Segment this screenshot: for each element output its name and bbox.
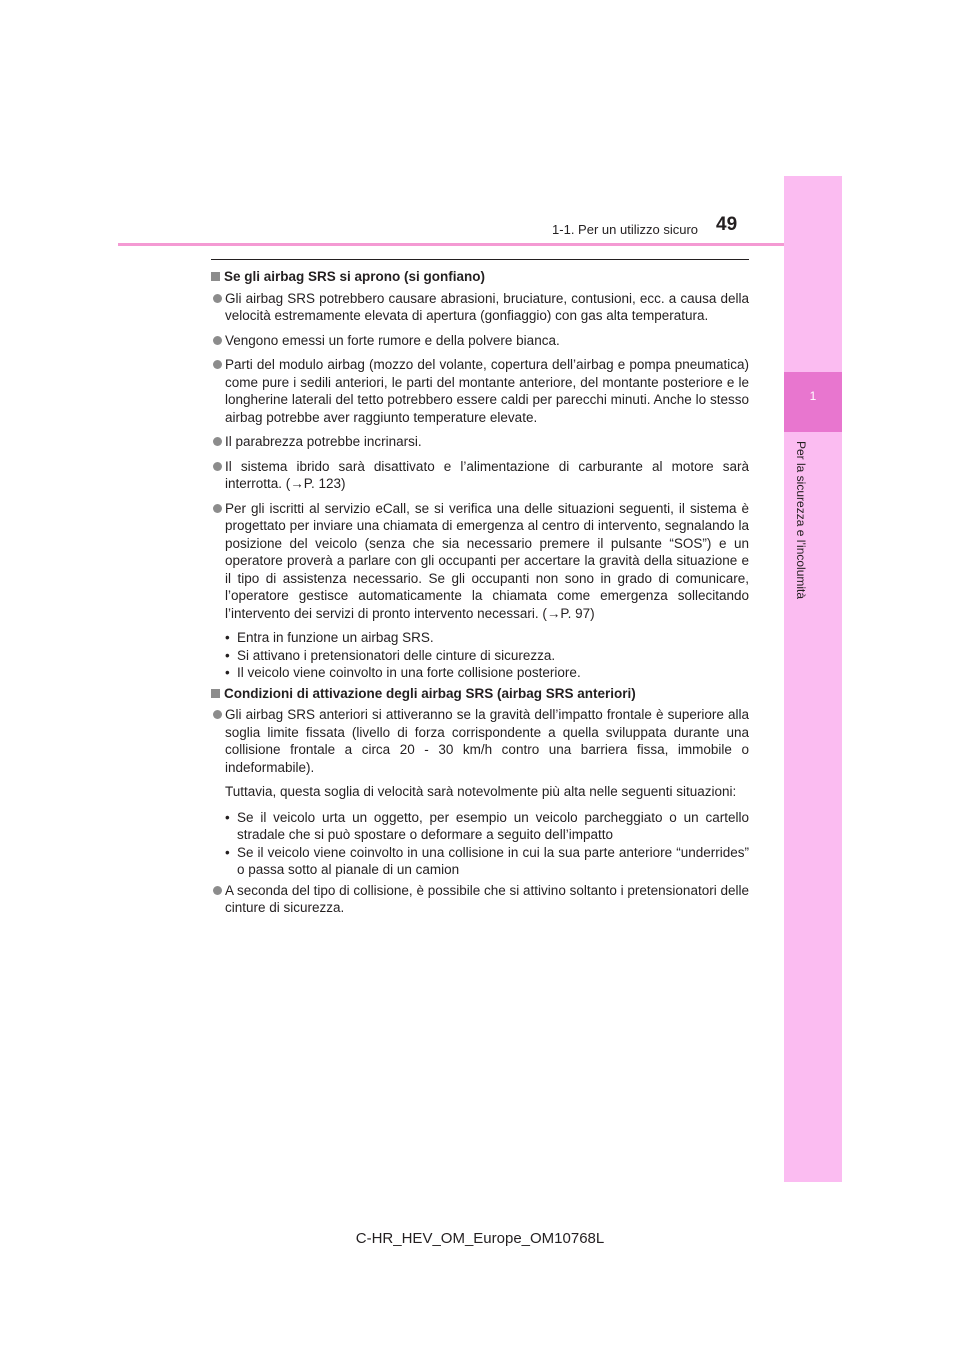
chapter-number: 1 <box>809 389 817 403</box>
sub-list-item: • Si attivano i pretensionatori delle cinture di sicurezza. <box>225 647 749 665</box>
section-heading-activation-conditions: Condizioni di attivazione degli airbag SRS (airbag SRS anteriori) <box>211 685 749 703</box>
page-content <box>211 259 749 924</box>
bullet-item: Gli airbag SRS potrebbero causare abrasioni, bruciature, contusioni, ecc. a causa della velocità estremamente elevata di apertura (gonfiaggio) con gas alta temperatura. <box>211 290 749 325</box>
sub-list-item: • Entra in funzione un airbag SRS. <box>225 629 749 647</box>
bullet-item: Il sistema ibrido sarà disattivato e l’alimentazione di carburante al motore sarà interrotta. (→P. 123) <box>211 458 749 493</box>
section-label: 1-1. Per un utilizzo sicuro <box>552 222 698 237</box>
section-heading-airbag-deploy: Se gli airbag SRS si aprono (si gonfiano) <box>211 268 749 286</box>
chapter-title-text: Per la sicurezza e l’incolumità <box>794 441 808 600</box>
chapter-side-tab <box>784 176 842 1182</box>
bullet-item: Il parabrezza potrebbe incrinarsi. <box>211 433 749 451</box>
sub-list-item: • Se il veicolo urta un oggetto, per esempio un veicolo parcheggiato o un cartello stradale che si può spostare o deformare a seguito dell’impatto <box>225 809 749 844</box>
bullet-item: Parti del modulo airbag (mozzo del volante, copertura dell’airbag e pompa pneumatica) come pure i sedili anteriori, le parti del montante anteriore, del montante posteriore e le longherine laterali del tetto potrebbero essere caldi per parecchi minuti. Anche lo stesso airbag potrebbe aver raggiunto temperature elevate. <box>211 356 749 426</box>
header-rule <box>118 243 784 246</box>
sub-list-item: • Il veicolo viene coinvolto in una forte collisione posteriore. <box>225 664 749 682</box>
bullet-item: A seconda del tipo di collisione, è possibile che si attivino soltanto i pretensionatori delle cinture di sicurezza. <box>211 882 749 917</box>
content-top-rule <box>211 259 749 260</box>
footer-document-code: C-HR_HEV_OM_Europe_OM10768L <box>355 1230 605 1247</box>
threshold-situations-list <box>211 809 749 879</box>
page-number: 49 <box>716 214 738 235</box>
chapter-title <box>793 441 809 616</box>
sub-list-item: • Se il veicolo viene coinvolto in una collisione in cui la sua parte anteriore “underrides” o passa sotto al pianale di un camion <box>225 844 749 879</box>
bullet-item: Gli airbag SRS anteriori si attiveranno se la gravità dell’impatto frontale è superiore alla soglia limite fissata (livello di forza corrispondente a quella sviluppata durante una collisione frontale a circa 20 - 30 km/h contro una barriera fissa, immobile o indeformabile). <box>211 706 749 776</box>
bullet-item: Per gli iscritti al servizio eCall, se si verifica una delle situazioni seguenti, il sistema è progettato per inviare una chiamata di emergenza al centro di intervento, segnalando la posizione del veicolo (senza che sia necessario premere il pulsante “SOS”) e un operatore proverà a parlare con gli occupanti per accertare la gravità della situazione e il tipo di assistenza necessario. Se gli occupanti non sono in grado di comunicare, l’operatore gestisce automaticamente la chiamata come emergenza sollecitando l’intervento dei servizi di pronto intervento necessari. (→P. 97) <box>211 500 749 623</box>
ecall-conditions-list <box>211 629 749 682</box>
bullet-item: Vengono emessi un forte rumore e della polvere bianca. <box>211 332 749 350</box>
paragraph: Tuttavia, questa soglia di velocità sarà notevolmente più alta nelle seguenti situazioni: <box>225 784 737 799</box>
